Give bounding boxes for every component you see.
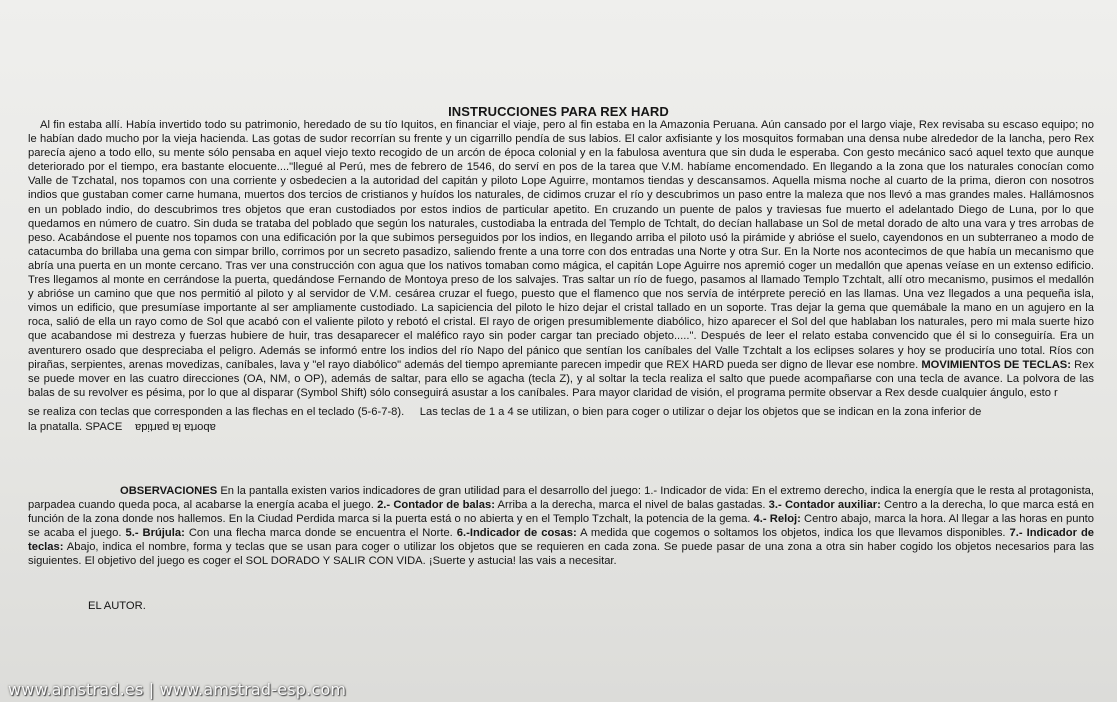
obs-label-2: 2.- Contador de balas: xyxy=(377,499,495,512)
obs-label-6: 6.-Indicador de cosas: xyxy=(456,527,577,540)
obs-label-7: 7.- Indicador de teclas: xyxy=(28,527,1095,554)
obs-text-4: Centro abajo, marca la hora. Al llegar a las horas en punto se acaba el juego. xyxy=(28,513,1095,540)
keys-paragraph-end xyxy=(28,420,1094,434)
author-signature: EL AUTOR. xyxy=(88,600,146,612)
obs-text-7: Abajo, indica el nombre, forma y teclas que se usan para coger o utilizar los objetos que se requieren en cada zona. Se puede pasar de una zona a otra sin haber cogido los objetos necesarios para las siguientes. El objetivo del juego es coger el SOL DORADO Y SALIR CON VIDA. ¡Suerte y astucia! las vais a necesitar. xyxy=(28,541,1094,568)
movimientos-text: Rex se puede mover en las cuatro direcciones (OA, NM, o OP), además de saltar, para ello se agacha (tecla Z), y al soltar la tecla realiza el salto que puede acompañarse con una tecla de avance. La polvora de las balas de su revolver es pésima, por lo que al disparar (Symbol Shift) sólo conseguirá asustar a los caníbales. Para mayor claridad de visión, el programa permite observar a Rex desde cualquier ángulo, esto r xyxy=(28,358,1095,399)
document-title: INSTRUCCIONES PARA REX HARD xyxy=(448,104,669,119)
obs-label-3: 3.- Contador auxiliar: xyxy=(768,499,881,512)
flipped-label: aborta la partida xyxy=(134,421,216,434)
obs-text-6: A medida que cogemos o soltamos los objetos, indica los que llevamos disponibles. xyxy=(580,527,1006,540)
observaciones-paragraph xyxy=(28,484,1094,569)
obs-text-2: Arriba a la derecha, marca el nivel de balas gastadas. xyxy=(497,499,766,512)
keys-paragraph xyxy=(28,405,1094,419)
keys-line-a: se realiza con teclas que corresponden a las flechas en el teclado (5-6-7-8). xyxy=(28,405,405,418)
obs-label-4: 4.- Reloj: xyxy=(753,513,801,526)
instructions-body xyxy=(28,118,1094,434)
obs-label-5: 5.- Brújula: xyxy=(125,527,185,540)
story-paragraph xyxy=(28,118,1094,400)
keys-line-c: la pnatalla. SPACE xyxy=(28,420,123,433)
obs-text-3: Centro a la derecha, lo que marca está en función de la zona donde nos hallemos. En la Ciudad Perdida marca si la puerta está o no abierta y en el Templo Tzchalt, la potencia de la gema. xyxy=(28,499,1094,526)
observaciones-heading: OBSERVACIONES xyxy=(120,485,218,497)
movimientos-heading: MOVIMIENTOS DE TECLAS: xyxy=(921,358,1071,371)
watermark-footer: www.amstrad.es | www.amstrad-esp.com xyxy=(8,680,347,699)
obs-text-1: En la pantalla existen varios indicadores de gran utilidad para el desarrollo del juego: 1.- Indicador de vida: En el extremo derecho, indica la energía que le resta al protagonista, parpadea cuando queda poca, al acabarse la energía acaba el juego. xyxy=(28,485,1095,512)
observaciones-section xyxy=(28,484,1094,569)
keys-line-b: Las teclas de 1 a 4 se utilizan, o bien para coger o utilizar o dejar los objetos que se indican en la zona inferior de xyxy=(419,405,982,418)
obs-text-5: Con una flecha marca donde se encuentra el Norte. xyxy=(188,527,453,540)
story-text: Al fin estaba allí. Había invertido todo su patrimonio, heredado de su tío Iquitos, en financiar el viaje, pero al fin estaba en la Amazonia Peruana. Aún cansado por el largo viaje, Rex revisaba su escaso equipo; no le habían dado mucho por la vieja hacienda. Las gotas de sudor recorrían su frente y un cigarrillo pendía de sus labios. El calor axfisiante y los mosquitos formaban una densa nube alrededor de la lancha, pero Rex parecía ajeno a todo ello, su mente sólo pensaba en aquel viejo texto recogido de un arcón de época colonial y en la fabulosa aventura que sin duda le esperaba. Con gesto mecánico sacó aquel texto que aunque deteriorado por el tiempo, era bastante elocuente...."llegué al Perú, mes de febrero de 1546, do serví en pos de la tarea que V.M. habíame encomendado. En llegando a la zona que los naturales conocían como Valle de Tzchatal, nos topamos con una corriente y osbedecien a la autoridad del capitán y piloto Lope Aguirre, montamos tiendas y descansamos. Aquella misma noche al cuarto de la prima, dieron con nosotros indios que gustaban comer carne humana, muertos dos tercios de cristianos y huídos los naturales, de cidimos cruzar el río y descubrimos un paso entre la maleza que nos llevó a mas grandes males. Hallámosnos en un poblado indio, do descubrimos tres objetos que eran custodiados por estos indios de particular apetito. En cruzando un puente de palos y traviesas fue muerto el adelantado Diego de Luna, por lo que quedamos en número de cuatro. Sin duda se trataba del poblado que según los naturales, custodiaba la entrada del Templo de Tchtalt, do decían hallabase un Sol de metal dorado de alto una vara y tres arrobas de peso. Acabándose el puente nos topamos con una edificación por la que subimos perseguidos por los indios, en llegando arriba el piloto usó la pirámide y abrióse el suelo, cayendonos en un subterraneo a modo de catacumba do brillaba una gema con simpar brillo, corrimos por un secreto pasadizo, saliendo frente a una torre con dos entradas una Norte y otra Sur. En la Norte nos acontecimos de que había un mecanismo que abría una puerta en un monte cercano. Tras ver una construcción con agua que los nativos tomaban como mágica, el capitán Lope Aguirre nos apremió coger un medallón que apenas veíase en un extenso edificio. Tres llegamos al monte en cerrándose la puerta, quedándose Fernando de Montoya preso de los salvajes. Tras saltar un río de fuego, pasamos al llamado Templo Tzchtalt, allí otro mecanismo, pusimos el medallón y abrióse un camino que que nos permitió al piloto y al servidor de V.M. cesárea cruzar el fuego, puesto que el flamenco que nos servía de intérprete pereció en las llamas. Una vez llegados a una pequeña isla, vimos un edificio, que presumíase importante al ser ampliamente custodiado. La sapiciencia del piloto le hizo dejar el cristal tallado en un soporte. Tras dejar la gema que quemábale la mano en un agujero en la roca, salió de ella un rayo como de Sol que acabó con el valiente piloto y rebotó el cristal. El rayo de origen presumiblemente diabólico, hizo aparecer el Sol del que hablaban los naturales, pero mi mala suerte hizo que acabandose mi destreza y fuerzas hubiere de huir, tras desaparecer el maléfico rayo sin poder cargar tan preciado objeto.....". Después de leer el relato estaba convencido que él si lo conseguiría. Era un aventurero osado que despreciaba el peligro. Además se informó entre los indios del río Napo del pánico que sentían los caníbales del Valle Tzchtalt a los eclipses solares y hoy se produciría uno total. Ríos con pirañas, serpientes, arenas movedizas, caníbales, lava y "el rayo diabólico" además del tiempo apremiante parecen impedir que REX HARD pueda ser digno de llevar ese nombre. xyxy=(28,119,1094,371)
